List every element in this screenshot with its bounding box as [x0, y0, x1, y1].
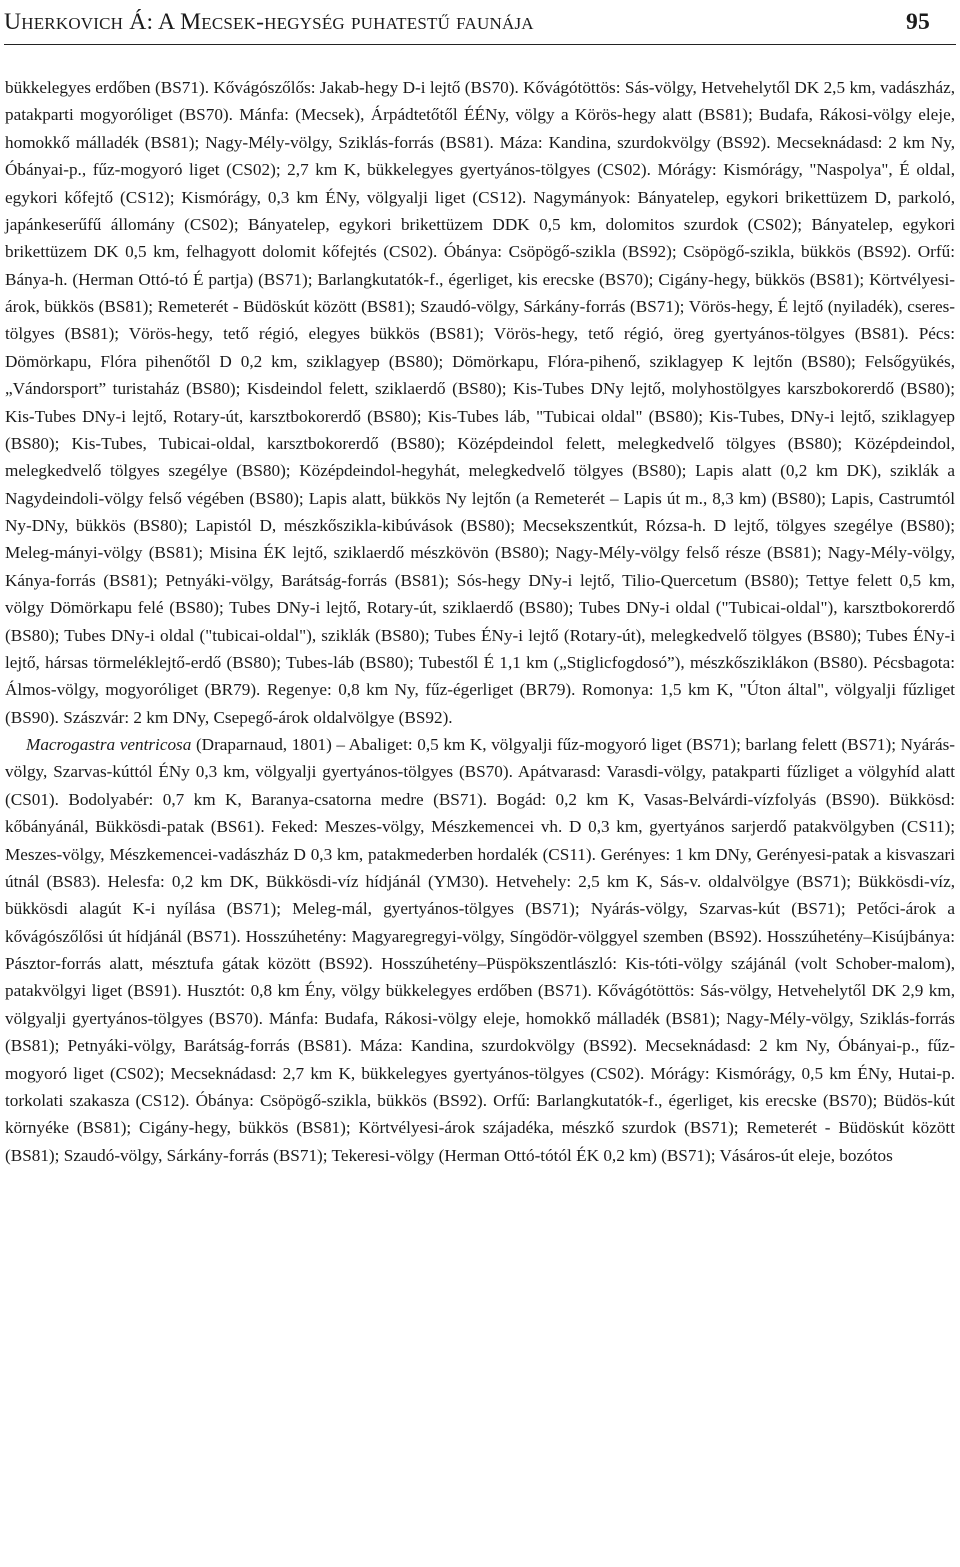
running-title: Uherkovich Á: A Mecsek-hegység puhatestű faunája — [4, 9, 534, 35]
page-number: 95 — [906, 9, 930, 35]
paragraph-continuation: bükkelegyes erdőben (BS71). Kővágószőlős: Jakab-hegy D-i lejtő (BS70). Kővágótöttös: Sás-völgy, Hetvehelytől DK 2,5 km, vadászház, patakparti mogyoróliget (BS70). Mánfa: (Mecsek), Árpádtetőtől ÉÉNy, völgy a Körös-hegy alatt (BS81); Budafa, Rákosi-völgy eleje, homokkő málladék (BS81); Nagy-Mély-völgy, Sziklás-forrás (BS81). Máza: Kandina, szurdokvölgy (BS92). Mecseknádasd: 2 km Ny, Óbányai-p., fűz-mogyoró liget (CS02); 2,7 km K, bükkelegyes gyertyános-tölgyes (CS02). Mórágy: Kismórágy, "Naspolya", É oldal, egykori kőfejtő (CS12); Kismórágy, 0,3 km ÉNy, völgyalji liget (CS12). Nagymányok: Bányatelep, egykori brikettüzem D, parkoló, japánkeserűfű állomány (CS02); Bányatelep, egykori brikettüzem DDK 0,5 km, dolomitos szurdok (CS02); Bányatelep, egykori brikettüzem DK 0,5 km, felhagyott dolomit kőfejtés (CS02). Óbánya: Csöpögő-szikla (BS92); Csöpögő-szikla, bükkös (BS92). Orfű: Bánya-h. (Herman Ottó-tó É partja) (BS71); Barlangkutatók-f., égerliget, kis erecske (BS70); Cigány-hegy, bükkös (BS81); Körtvélyesi-árok, bükkös (BS81); Remeterét - Büdöskút között (BS81); Szaudó-völgy, Sárkány-forrás (BS71); Vörös-hegy, É lejtő (nyiladék), cseres-tölgyes (BS81); Vörös-hegy, tető régió, elegyes bükkös (BS81); Vörös-hegy, tető régió, öreg gyertyános-tölgyes (BS81). Pécs: Dömörkapu, Flóra pihenőtől D 0,2 km, sziklagyep (BS80); Dömörkapu, Flóra-pihenő, sziklagyep K lejtőn (BS80); Felsőgyükés, „Vándorsport” turistaház (BS80); Kisdeindol felett, sziklaerdő (BS80); Kis-Tubes DNy lejtő, molyhostölgyes karszbokorerdő (BS80); Kis-Tubes DNy-i lejtő, Rotary-út, karsztbokorerdő (BS80); Kis-Tubes láb, "Tubicai oldal" (BS80); Kis-Tubes, DNy-i lejtő, sziklagyep (BS80); Kis-Tubes, Tubicai-oldal, karsztbokorerdő (BS80); Középdeindol felett, melegkedvelő tölgyes (BS80); Középdeindol, melegkedvelő tölgyes szegélye (BS80); Középdeindol-hegyhát, melegkedvelő tölgyes (BS80); Lapis alatt (0,2 km DK), sziklák a Nagydeindoli-völgy felső végében (BS80); Lapis alatt, bükkös Ny lejtőn (a Remeterét – Lapis út m., 8,3 km) (BS80); Lapis, Castrumtól Ny-DNy, bükkös (BS80); Lapistól D, mészkőszikla-kibúvások (BS80); Mecsekszentkút, Rózsa-h. D lejtő, tölgyes szegélye (BS80); Meleg-mányi-völgy (BS81); Misina ÉK lejtő, sziklaerdő mészkövön (BS80); Nagy-Mély-völgy felső része (BS81); Nagy-Mély-völgy, Kánya-forrás (BS81); Petnyáki-völgy, Barátság-forrás (BS81); Sós-hegy DNy-i lejtő, Tilio-Quercetum (BS80); Tettye felett 0,5 km, völgy Dömörkapu felé (BS80); Tubes DNy-i lejtő, Rotary-út, sziklaerdő (BS80); Tubes DNy-i oldal ("Tubicai-oldal"), karsztbokorerdő (BS80); Tubes DNy-i oldal ("tubicai-oldal"), sziklák (BS80); Tubes ÉNy-i lejtő (Rotary-út), melegkedvelő tölgyes (BS80); Tubes ÉNy-i lejtő, hársas törmeléklejtő-erdő (BS80); Tubes-láb (BS80); Tubestől É 1,1 km („Stiglicfogdosó”), mészkősziklákon (BS80). Pécsbagota: Álmos-völgy, mogyoróliget (BR79). Regenye: 0,8 km Ny, fűz-égerliget (BR79). Romonya: 1,5 km K, "Úton által", völgyalji fűzliget (BS90). Szászvár: 2 km DNy, Csepegő-árok oldalvölgye (BS92). — [5, 78, 955, 727]
species-name: Macrogastra ventricosa — [26, 735, 192, 754]
species-entry-text: (Draparnaud, 1801) – Abaliget: 0,5 km K, völgyalji fűz-mogyoró liget (BS71); barlang felett (BS71); Nyárás-völgy, Szarvas-kúttól ÉNy 0,3 km, völgyalji gyertyános-tölgyes (BS70). Apátvarasd: Varasdi-völgy, patakparti fűzliget a völgyhíd alatt (CS01). Bodolyabér: 0,7 km K, Baranya-csatorna medre (BS71). Bogád: 0,2 km K, Vasas-Belvárdi-vízfolyás (BS90). Bükkösd: kőbányánál, Bükkösdi-patak (BS61). Feked: Meszes-völgy, Mészkemencei vh. D 0,3 km, gyertyános sarjerdő patakvölgyben (CS11); Meszes-völgy, Mészkemencei-vadászház D 0,3 km, patakmederben hordalék (CS11). Gerényes: 1 km DNy, Gerényesi-patak a kisvaszari útnál (BS83). Helesfa: 0,2 km DK, Bükkösdi-víz hídjánál (YM30). Hetvehely: 2,5 km K, Sás-v. oldalvölgye (BS71); Bükkösdi-víz, bükkösdi alagút K-i nyílása (BS71); Meleg-mál, gyertyános-tölgyes (BS71); Nyárás-völgy, Szarvas-kút (BS71); Petőci-árok a kővágószőlősi út hídjánál (BS71). Hosszúhetény: Magyaregregyi-völgy, Síngödör-völggyel szemben (BS92). Hosszúhetény–Kisújbánya: Pásztor-forrás alatt, mésztufa gátak között (BS92). Hosszúhetény–Püspökszentlászló: Kis-tóti-völgy szájánál (volt Schober-malom), patakvölgyi liget (BS91). Husztót: 0,8 km Ény, völgy bükkelegyes erdőben (BS71). Kővágótöttös: Sás-völgy, Hetvehelytől DK 2,9 km, völgyalji gyertyános-tölgyes (BS70). Mánfa: Budafa, Rákosi-völgy eleje, homokkő málladék (BS81); Nagy-Mély-völgy, Sziklás-forrás (BS81); Petnyáki-völgy, Barátság-forrás (BS81). Máza: Kandina, szurdokvölgy (BS92). Mecseknádasd: 2 km Ny, Óbányai-p., fűz-mogyoró liget (CS02); Mecseknádasd: 2,7 km K, bükkelegyes gyertyános-tölgyes (CS02). Mórágy: Kismórágy, 0,5 km ÉNy, Hutai-p. torkolati szakasza (CS12). Óbánya: Csöpögő-szikla, bükkös (BS92). Orfű: Barlangkutatók-f., égerliget, kis erecske (BS70); Büdös-kút környéke (BS81); Cigány-hegy, bükkös (BS81); Körtvélyesi-árok szájadéka, mészkő szurdok (BS71); Remeterét - Büdöskút között (BS81); Szaudó-völgy, Sárkány-forrás (BS71); Tekeresi-völgy (Herman Ottó-tótól ÉK 0,2 km) (BS71); Vásáros-út eleje, bozótos — [5, 735, 955, 1165]
running-header — [4, 6, 952, 36]
body-text — [5, 74, 955, 1169]
paragraph-species-entry — [5, 731, 955, 1169]
header-rule — [4, 44, 956, 45]
